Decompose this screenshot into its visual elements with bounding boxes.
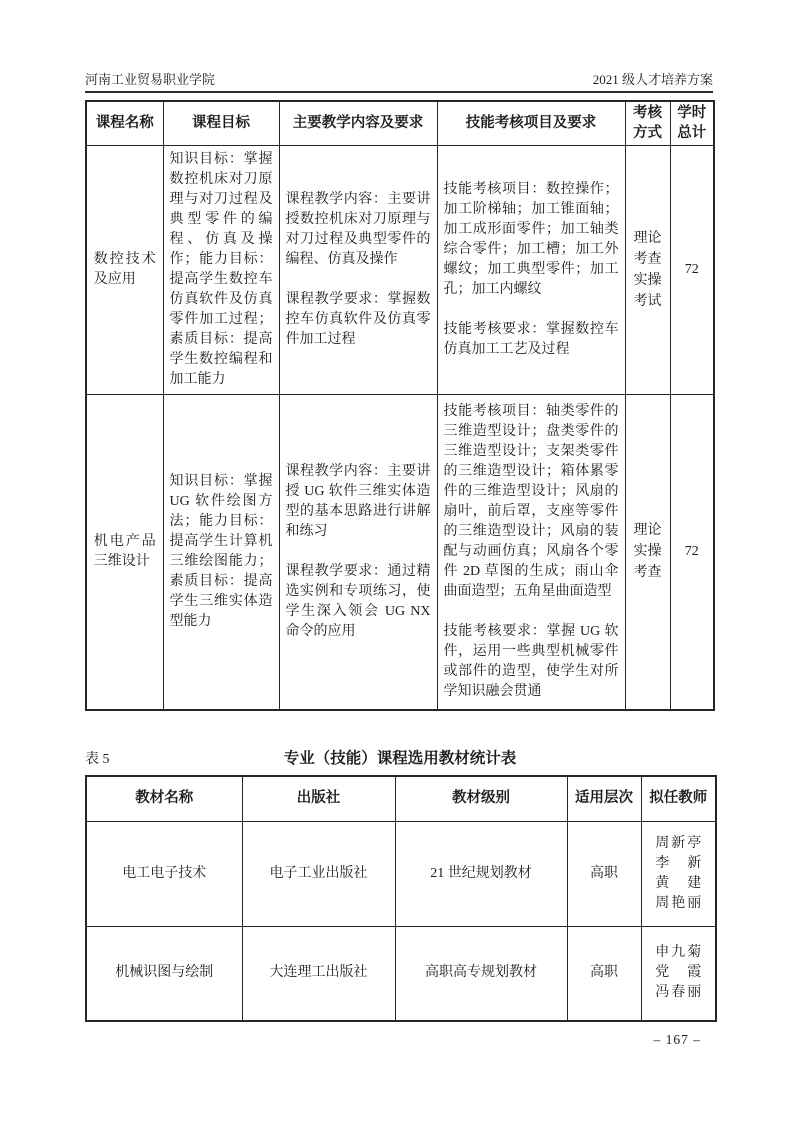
- header-teaching-content: 主要教学内容及要求: [279, 101, 437, 146]
- assessment-requirement-text: 技能考核要求：掌握数控车仿真加工工艺及过程: [443, 322, 619, 358]
- assessment-items-cell: [437, 146, 625, 395]
- teachers-cell: [641, 926, 716, 1021]
- teacher-name: 周新亭: [655, 835, 702, 851]
- header-publisher: 出版社: [242, 776, 395, 821]
- table5-caption-row: [85, 746, 715, 768]
- teacher-name: 黄建: [655, 875, 702, 891]
- course-row-3d-design: [86, 395, 714, 710]
- textbook-table: [85, 775, 717, 1022]
- method-line: 考试: [633, 294, 662, 310]
- course-name-text: 数控技术及应用: [93, 252, 156, 288]
- method-line: 考查: [633, 565, 662, 581]
- assessment-method-cell: [625, 395, 670, 710]
- header-audience-level: 适用层次: [567, 776, 641, 821]
- teaching-content-cell: [279, 146, 437, 395]
- teaching-requirement-text: 课程教学要求：掌握数控车仿真软件及仿真零件加工过程: [285, 292, 431, 348]
- publisher-cell: 电子工业出版社: [242, 821, 395, 926]
- teachers-cell: [641, 821, 716, 926]
- textbook-name-cell: 电工电子技术: [86, 821, 242, 926]
- course-name-text: 机电产品三维设计: [93, 533, 156, 569]
- header-textbook-level: 教材级别: [395, 776, 567, 821]
- assessment-items-text: 技能考核项目：数控操作；加工阶梯轴；加工锥面轴；加工成形面零件；加工轴类综合零件；加工槽；加工外螺纹；加工典型零件；加工孔；加工内螺纹: [443, 182, 619, 298]
- header-assigned-teachers: 拟任教师: [641, 776, 716, 821]
- header-assessment-items: 技能考核项目及要求: [437, 101, 625, 146]
- textbook-row-mechanical-drawing: [86, 926, 716, 1021]
- teacher-name: 李新: [655, 855, 702, 871]
- textbook-table-header-row: [86, 776, 716, 821]
- textbook-level-cell: 高职高专规划教材: [395, 926, 567, 1021]
- teacher-name: 申九菊: [655, 945, 702, 961]
- table5-title: 专业（技能）课程选用教材统计表: [283, 750, 517, 767]
- header-textbook-name: 教材名称: [86, 776, 242, 821]
- method-line: 实操: [633, 544, 662, 560]
- assessment-requirement-text: 技能考核要求：掌握 UG 软件，运用一些典型机械零件或部件的造型，使学生对所学知识融会贯通: [443, 623, 619, 699]
- method-line: 理论: [633, 231, 662, 247]
- total-hours-cell: 72: [670, 146, 714, 395]
- audience-cell: 高职: [567, 821, 641, 926]
- header-school-name: 河南工业贸易职业学院: [85, 72, 216, 87]
- teaching-content-text: 课程教学内容：主要讲授数控机床对刀原理与对刀过程及典型零件的编程、仿真及操作: [285, 192, 431, 268]
- header-assessment-method: 考核方式: [625, 101, 670, 146]
- header-total-hours: 学时总计: [670, 101, 714, 146]
- assessment-items-cell: [437, 395, 625, 710]
- publisher-cell: 大连理工出版社: [242, 926, 395, 1021]
- header-course-name: 课程名称: [86, 101, 163, 146]
- teacher-name: 冯春丽: [655, 985, 702, 1001]
- course-row-cnc: [86, 146, 714, 395]
- table5-label: 表 5: [85, 752, 110, 767]
- assessment-method-cell: [625, 146, 670, 395]
- textbook-level-cell: 21 世纪规划教材: [395, 821, 567, 926]
- teacher-name: 党霞: [655, 965, 702, 981]
- course-name-cell: [86, 146, 163, 395]
- course-table-header-row: [86, 101, 714, 146]
- teacher-name: 周艳丽: [655, 895, 702, 911]
- total-hours-cell: 72: [670, 395, 714, 710]
- assessment-items-text: 技能考核项目：轴类零件的三维造型设计；盘类零件的三维造型设计；支架类零件的三维造型设计；箱体累零件的三维造型设计；风扇的扇叶，前后罩，支座等零件的三维造型设计；风扇的装配与动画仿真；风扇各个零件 2D 草图的生成；雨山伞曲面造型；五角星曲面造型: [443, 403, 619, 599]
- teaching-content-cell: [279, 395, 437, 710]
- course-name-cell: [86, 395, 163, 710]
- teaching-content-text: 课程教学内容：主要讲授 UG 软件三维实体造型的基本思路进行讲解和练习: [285, 463, 431, 539]
- method-line: 实操: [633, 273, 662, 289]
- textbook-name-cell: 机械识图与绘制: [86, 926, 242, 1021]
- audience-cell: 高职: [567, 926, 641, 1021]
- page-number: – 167 –: [653, 1032, 701, 1047]
- method-line: 考查: [633, 252, 662, 268]
- running-header: [85, 64, 713, 93]
- teaching-requirement-text: 课程教学要求：通过精选实例和专项练习，使学生深入领会 UG NX 命令的应用: [285, 563, 431, 639]
- course-table: [85, 100, 715, 711]
- course-objectives-cell: 知识目标：掌握数控机床对刀原理与对刀过程及典型零件的编程、仿真及操作；能力目标：提高学生数控车仿真软件及仿真零件加工过程；素质目标：提高学生数控编程和加工能力: [163, 146, 279, 395]
- textbook-row-electronics: [86, 821, 716, 926]
- method-line: 理论: [633, 523, 662, 539]
- course-objectives-cell: 知识目标：掌握 UG 软件绘图方法；能力目标：提高学生计算机三维绘图能力；素质目标：提高学生三维实体造型能力: [163, 395, 279, 710]
- header-plan-name: 2021 级人才培养方案: [592, 72, 713, 87]
- header-course-objectives: 课程目标: [163, 101, 279, 146]
